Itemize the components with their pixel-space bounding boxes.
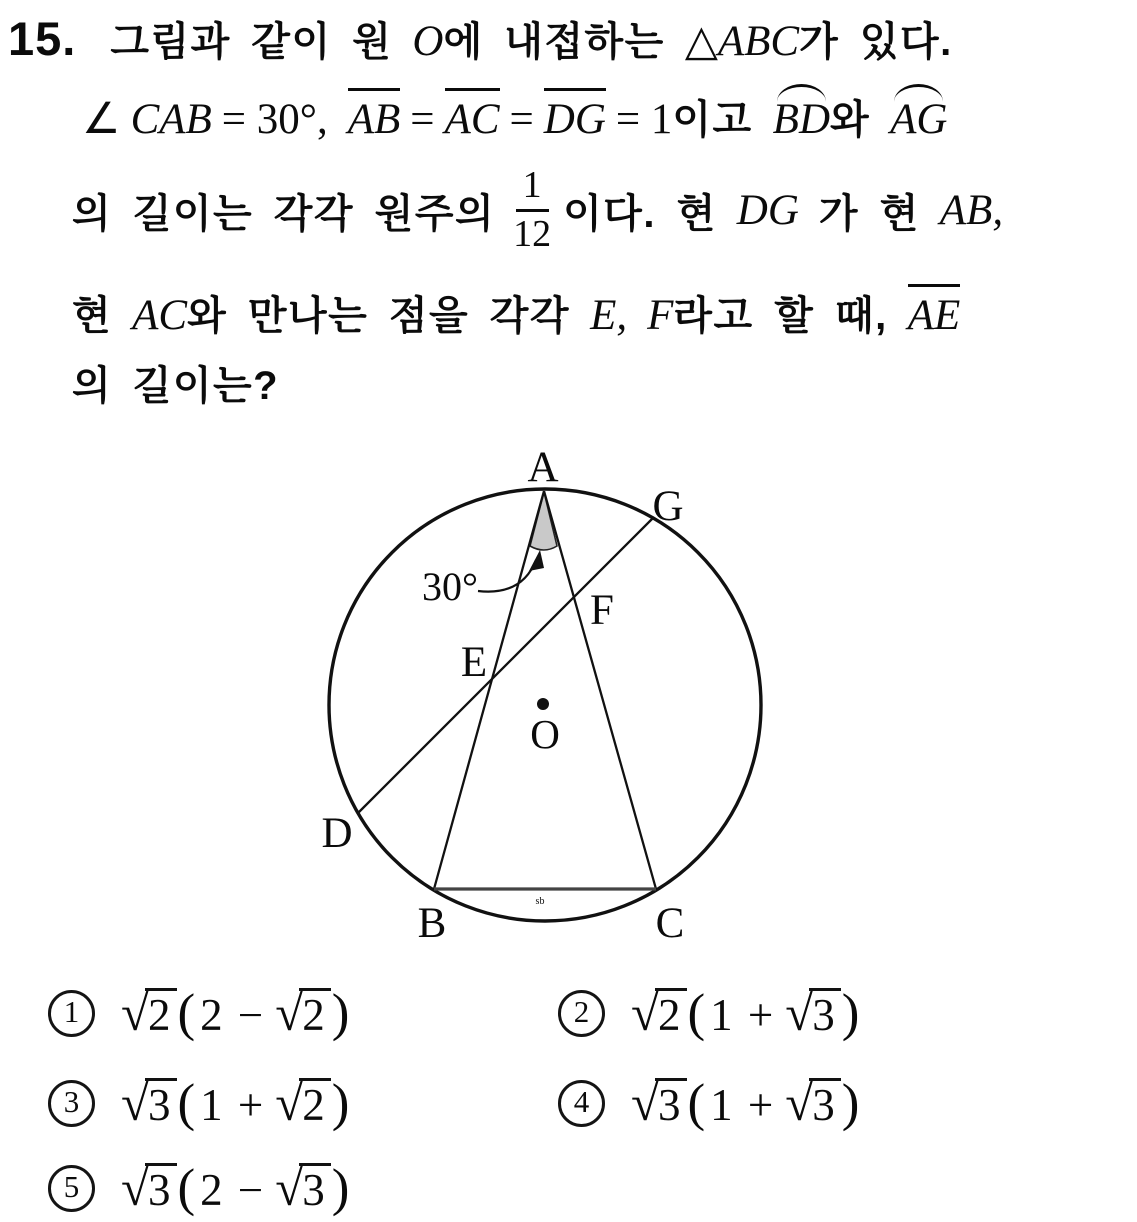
math-symbol-E: E, [590,292,628,339]
middle-term: 2 − [200,1165,266,1215]
angle-symbol: ∠ [82,96,121,143]
problem-number: 15. [8,12,77,65]
paren-close: ) [331,984,350,1042]
sqrt-icon: √ [121,1161,149,1217]
chord-DG [357,517,654,814]
circle-geometry-diagram [298,438,790,958]
text-segment: 이고 [672,98,753,142]
paren-open: ( [177,984,196,1042]
radicand: 3 [145,1078,177,1128]
math-symbol-O: O [412,18,444,65]
choice-3[interactable] [48,1074,350,1132]
equals-sign: = [509,96,534,143]
arc-AG: AG [890,91,947,144]
choice-1[interactable] [48,984,350,1042]
text-segment: 와 [830,98,871,142]
choice-3-marker: 3 [48,1080,95,1127]
equals-sign: = [410,96,435,143]
choice-2-marker: 2 [558,990,605,1037]
point-label-E: E [460,639,488,686]
arc-BD: BD [773,91,830,144]
radicand: 3 [145,1163,177,1213]
paren-close: ) [841,984,860,1042]
angle-value-label: 30° [422,564,478,609]
text-segment: 의 길이는 각각 원주의 [72,191,496,236]
center-label-O: O [530,711,560,757]
text-segment: 에 내접하는 [443,20,665,64]
choice-5-formula [121,1159,350,1217]
math-symbol-CAB: CAB [130,96,212,143]
problem-line-5 [72,354,279,411]
radicand: 3 [655,1078,687,1128]
problem-line-2 [82,88,947,145]
math-symbol-AB: AB, [939,186,1004,234]
paren-open: ( [687,1074,706,1132]
center-point-O [537,698,549,710]
angle-arrowhead-icon [529,550,544,571]
sqrt-icon: √ [631,986,659,1042]
paren-close: ) [841,1074,860,1132]
choice-2[interactable] [558,984,860,1042]
text-segment: 의 길이는? [72,364,280,408]
fraction-denominator: 12 [513,212,552,255]
text-segment: 가 있다. [799,20,953,64]
math-symbol-AC: AC [132,292,188,339]
watermark-artifact: sb [535,896,545,907]
math-symbol-DG: DG [736,186,799,234]
sqrt-icon: √ [121,1076,149,1132]
choice-2-formula [631,984,860,1042]
middle-term: 1 + [710,990,776,1040]
point-label-D: D [321,810,353,857]
sqrt-icon: √ [121,986,149,1042]
triangle-symbol: △ [684,18,718,65]
middle-term: 1 + [710,1080,776,1130]
point-label-C: C [655,900,685,947]
paren-open: ( [177,1159,196,1217]
sqrt-icon: √ [275,1076,304,1132]
middle-term: 1 + [200,1080,266,1130]
choice-1-marker: 1 [48,990,95,1037]
middle-term: 2 − [200,990,266,1040]
equals-one: = 1 [615,96,673,143]
problem-line-1 [8,10,953,67]
choice-4[interactable] [558,1074,860,1132]
radicand: 3 [809,1078,841,1128]
problem-line-3 [72,166,1003,255]
text-segment: 이다. 현 [563,191,717,236]
point-label-F: F [590,587,614,634]
equation-30deg: = 30°, [221,96,328,143]
problem-line-4 [72,284,960,341]
text-segment: 그림과 같이 원 [110,20,393,64]
paren-open: ( [177,1074,196,1132]
paren-close: ) [331,1159,350,1217]
math-symbol-ABC: ABC [717,18,800,65]
text-segment: 현 [72,294,113,338]
choice-5-marker: 5 [48,1165,95,1212]
choice-3-formula [121,1074,350,1132]
text-segment: 라고 할 때, [673,294,888,338]
radicand: 2 [299,1078,331,1128]
choice-1-formula [121,984,350,1042]
math-symbol-F: F [647,292,674,339]
segment-AC-overline: AC [445,88,500,144]
choice-4-formula [631,1074,860,1132]
angle-arrow-curve [478,560,536,592]
paren-open: ( [687,984,706,1042]
segment-AB-overline: AB [348,88,401,144]
fraction-numerator: 1 [516,166,549,212]
radicand: 2 [655,988,687,1038]
sqrt-icon: √ [275,1161,304,1217]
paren-close: ) [331,1074,350,1132]
segment-AE-overline: AE [908,284,961,340]
sqrt-icon: √ [631,1076,659,1132]
radicand: 2 [145,988,177,1038]
choice-5[interactable] [48,1159,350,1217]
sqrt-icon: √ [785,986,814,1042]
text-segment: 와 만나는 점을 각각 [187,294,571,338]
segment-DG-overline: DG [544,88,606,144]
choice-4-marker: 4 [558,1080,605,1127]
text-segment: 가 현 [818,191,920,236]
point-label-A: A [527,444,559,491]
point-label-B: B [417,900,447,947]
radicand: 2 [299,988,331,1038]
side-AB [434,491,544,889]
point-label-G: G [652,483,684,530]
fraction-one-twelfth [513,166,551,255]
radicand: 3 [299,1163,331,1213]
sqrt-icon: √ [275,986,304,1042]
side-AC [544,491,656,889]
sqrt-icon: √ [785,1076,814,1132]
radicand: 3 [809,988,841,1038]
